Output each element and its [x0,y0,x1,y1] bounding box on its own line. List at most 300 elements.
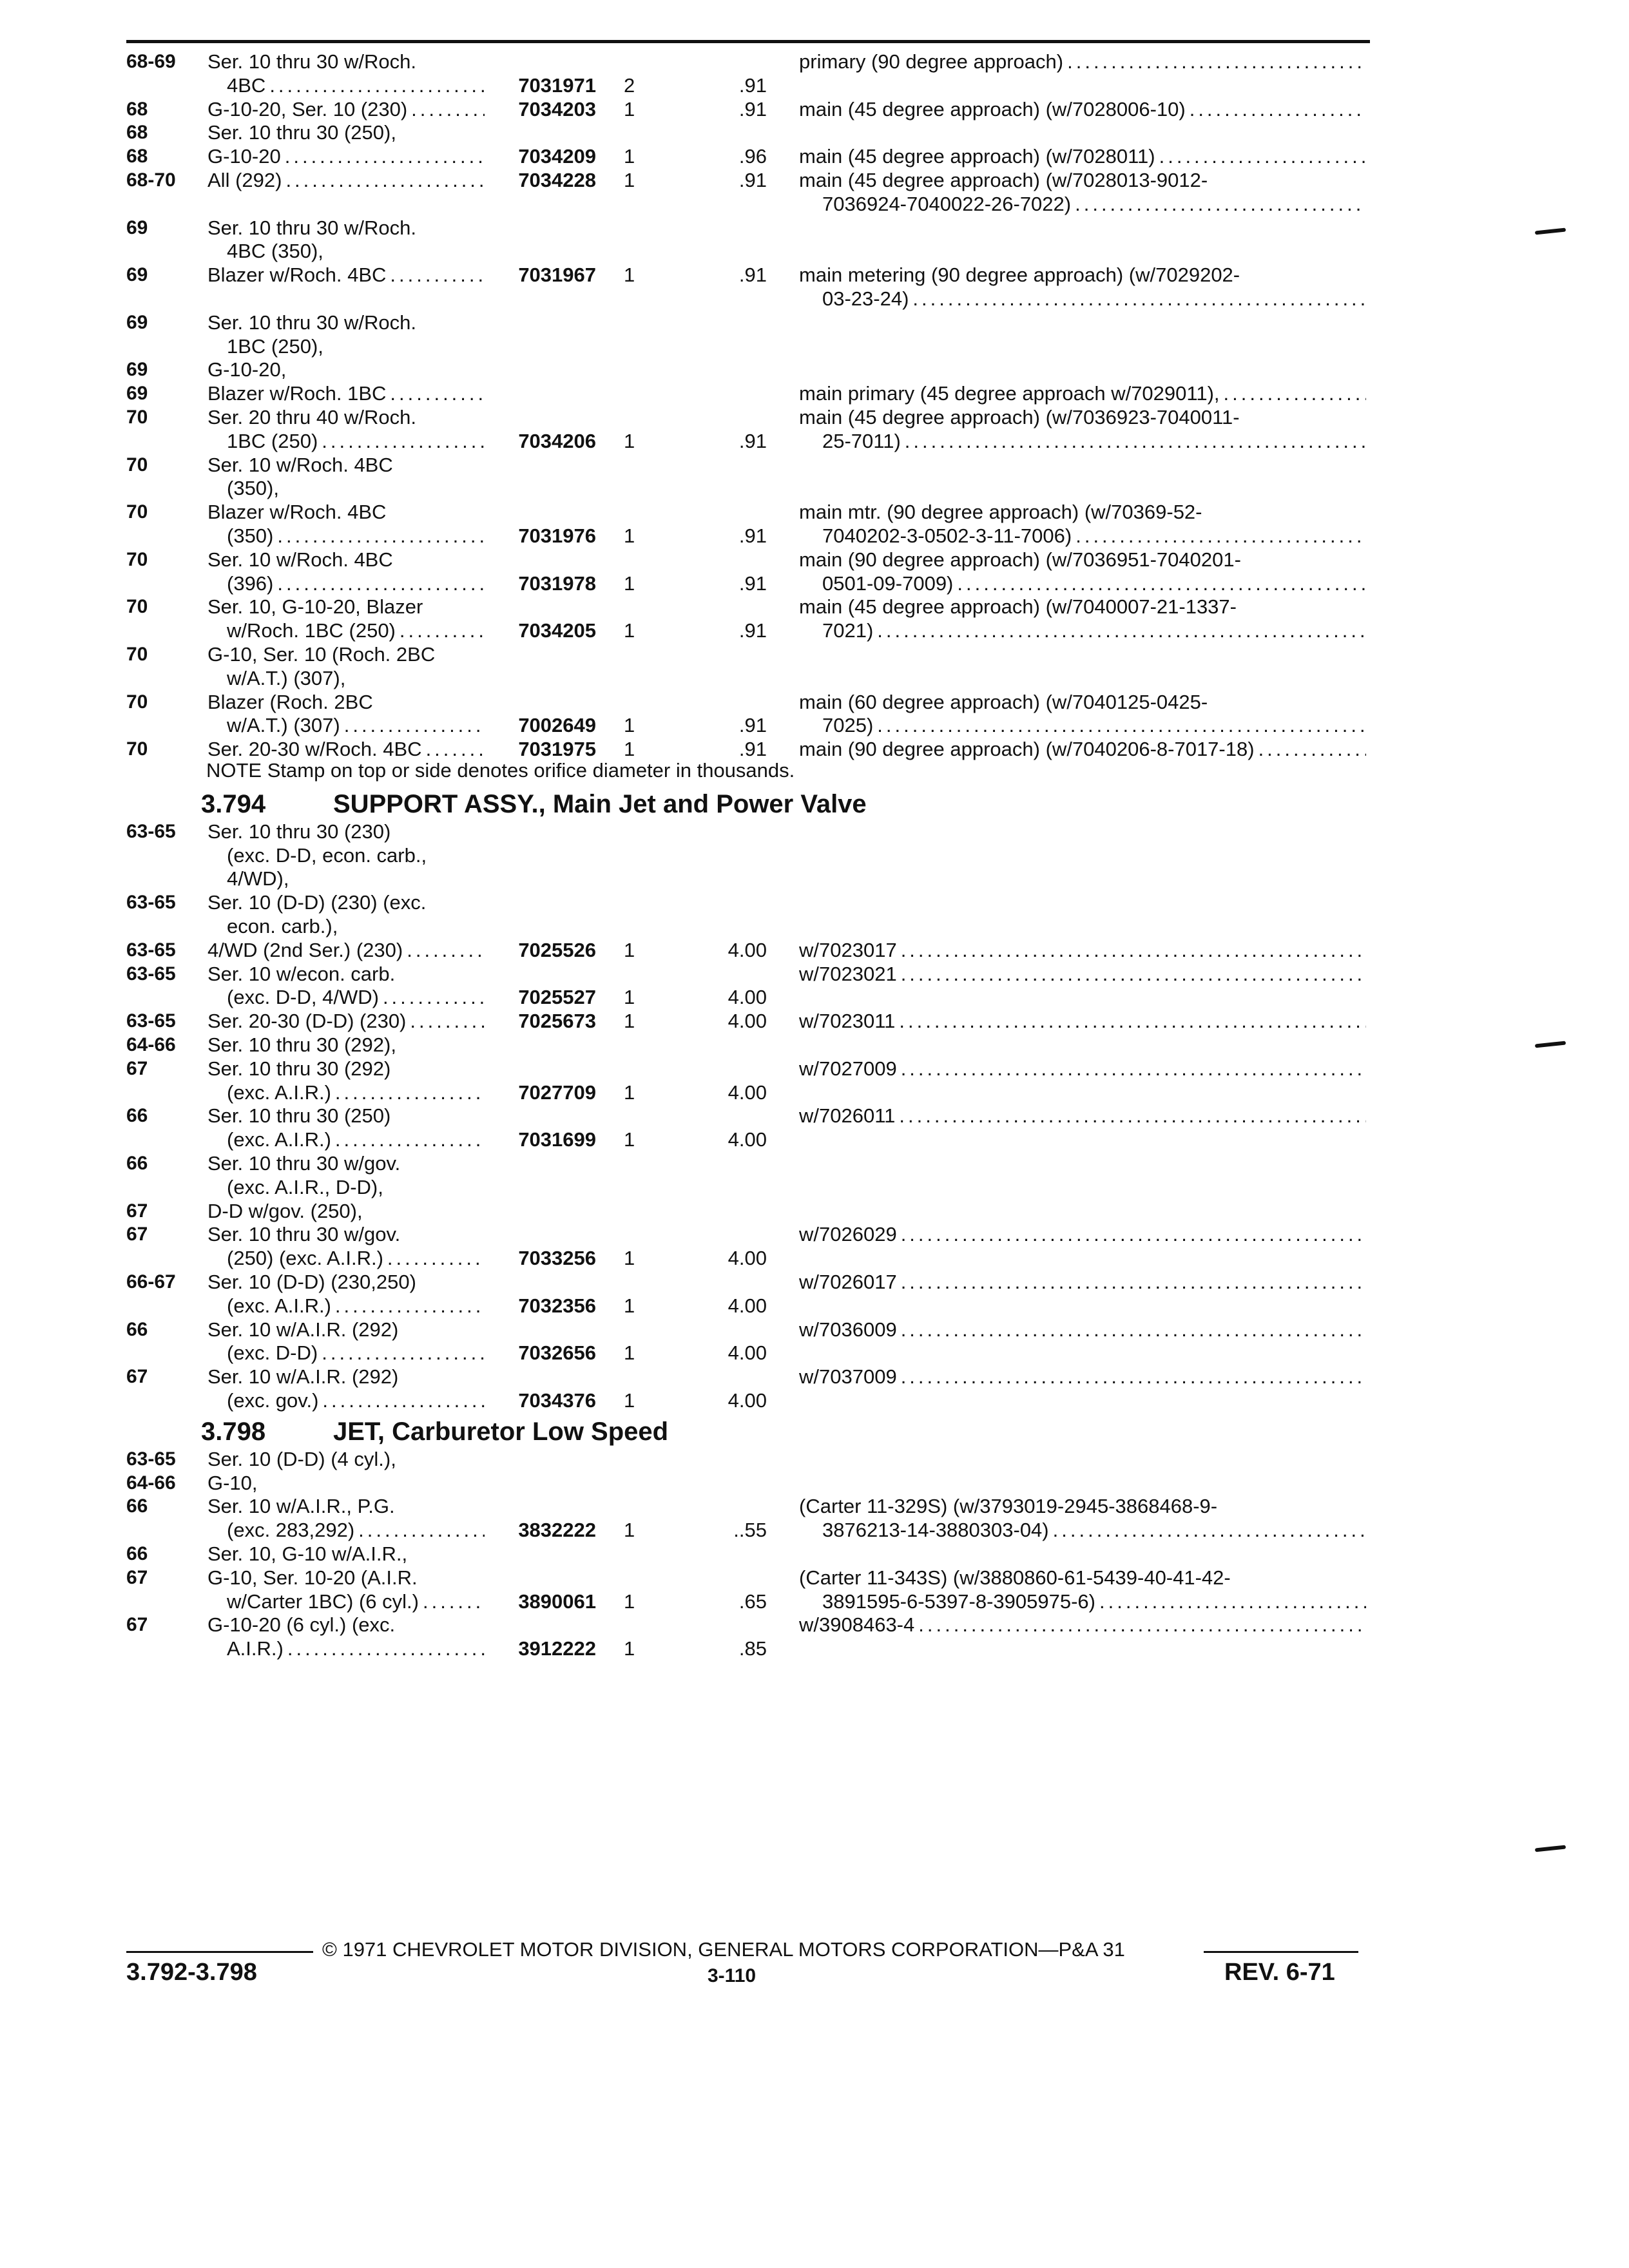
remarks-text: w/3908463-4 [799,1613,915,1637]
catalog-line [0,264,1629,287]
model-years: 67 [126,1366,148,1388]
catalog-line [0,891,1629,914]
model-years: 69 [126,311,148,333]
model-years: 70 [126,691,148,713]
remarks-text: main (45 degree approach) (w/7028006-10) [799,97,1186,120]
application-description: Blazer w/Roch. 4BC [207,501,387,524]
remarks-text: w/7026029 [799,1223,897,1246]
application-description: Ser. 10 thru 30 (230) [207,820,391,843]
application-description [227,1128,485,1151]
catalog-line [0,867,1629,890]
catalog-line [0,169,1629,192]
leader-dots [281,145,485,168]
part-number: 7034206 [518,429,596,452]
model-years: 70 [126,407,148,428]
catalog-line [0,1472,1629,1495]
quantity: 1 [624,938,635,961]
application-description [227,1081,485,1104]
remarks: main mtr. (90 degree approach) (w/70369-52- [799,501,1202,524]
application-description [227,1637,485,1660]
catalog-line [0,121,1629,144]
section-heading [201,1417,668,1446]
application-description [207,145,485,168]
part-number: 7034209 [518,145,596,168]
leader-dots [331,1128,485,1151]
leader-dots [1255,738,1366,761]
leader-dots [383,1247,485,1270]
leader-dots [1186,98,1366,121]
application-description [207,169,485,192]
leader-dots [386,382,485,405]
quantity: 1 [624,1010,635,1033]
remarks [799,98,1366,121]
part-number: 7034228 [518,169,596,191]
remarks [799,1318,1366,1341]
part-number: 7034205 [518,619,596,642]
price: 4.00 [728,986,767,1009]
price: .96 [738,145,767,168]
remarks-text: 0501-09-7009) [822,572,954,595]
model-years: 66 [126,1153,148,1174]
price: .91 [738,619,767,642]
price: .91 [738,524,767,547]
leader-dots [403,939,485,962]
remarks [799,1365,1366,1389]
remarks: main metering (90 degree approach) (w/7029202- [799,264,1240,287]
application-description: Ser. 10, G-10-20, Blazer [207,595,423,619]
catalog-line [0,477,1629,500]
catalog-line [0,430,1629,453]
remarks [822,619,1366,642]
catalog-line [0,939,1629,962]
leader-dots [909,287,1366,311]
catalog-line [0,1033,1629,1057]
catalog-line [0,1389,1629,1412]
model-years: 67 [126,1224,148,1245]
part-number: 7027709 [518,1081,596,1104]
quantity: 1 [624,1128,635,1151]
catalog-line [0,820,1629,843]
model-years: 69 [126,359,148,381]
part-number: 3832222 [518,1519,596,1542]
part-number: 7031975 [518,738,596,761]
application-description: Ser. 10 (D-D) (230) (exc. [207,891,427,914]
leader-dots [897,1271,1366,1294]
remarks [822,430,1366,453]
catalog-line [0,50,1629,73]
application-description: G-10-20, [207,358,287,381]
price: ..55 [733,1519,767,1542]
part-number: 3912222 [518,1637,596,1660]
application-description: Ser. 10 w/econ. carb. [207,962,396,985]
model-years: 63-65 [126,892,176,914]
catalog-line [0,1341,1629,1365]
catalog-line [0,1247,1629,1270]
remarks [799,382,1366,405]
catalog-line [0,915,1629,938]
quantity: 1 [624,1294,635,1317]
leader-dots [873,619,1366,642]
model-years: 68 [126,122,148,144]
leader-dots [318,1389,485,1412]
remarks-text: w/7023017 [799,938,897,961]
model-years: 69 [126,264,148,286]
remarks-text: 7036924-7040022-26-7022) [822,192,1072,215]
application-description: Ser. 10 w/Roch. 4BC [207,548,393,571]
application-description: Ser. 10 thru 30 (250) [207,1104,391,1128]
application-description [227,986,485,1009]
model-years: 63-65 [126,939,176,961]
application-description: Ser. 10 (D-D) (230,250) [207,1271,416,1293]
remarks-text: main (90 degree approach) (w/7040206-8-7017-18) [799,738,1255,761]
remarks: main (60 degree approach) (w/7040125-0425- [799,690,1208,713]
page-number: 3-110 [708,1965,757,1986]
remarks: main (90 degree approach) (w/7036951-7040201- [799,548,1241,571]
remarks [799,963,1366,986]
application-description-text: 1BC (250) [227,429,318,452]
price: 4.00 [728,1341,767,1365]
catalog-line [0,1495,1629,1518]
application-description: Ser. 10 thru 30 w/gov. [207,1152,401,1175]
application-description [207,264,485,287]
remarks-text: 25-7011) [822,429,901,452]
leader-dots [914,1613,1366,1637]
application-description [227,714,485,737]
quantity: 1 [624,1389,635,1412]
application-description-text: G-10-20 [207,145,281,168]
application-description-text: Ser. 20-30 w/Roch. 4BC [207,738,422,761]
leader-dots [318,1341,485,1365]
model-years: 69 [126,216,148,238]
section-range: 3.792-3.798 [126,1959,257,1986]
catalog-line [0,619,1629,642]
leader-dots [897,939,1366,962]
model-years: 68-69 [126,51,176,72]
application-description [207,382,485,405]
quantity: 1 [624,1247,635,1270]
leader-dots [422,738,485,761]
catalog-line [0,738,1629,761]
catalog-line [0,406,1629,429]
remarks [799,738,1366,761]
leader-dots [331,1081,485,1104]
model-years: 68 [126,146,148,168]
quantity: 1 [624,1590,635,1613]
application-description-text: (exc. 283,292) [227,1519,355,1542]
part-number: 7034376 [518,1389,596,1412]
catalog-note-line [0,759,1629,782]
application-description: 1BC (250), [227,334,323,358]
leader-dots [901,430,1366,453]
model-years: 70 [126,596,148,618]
application-description-text: (exc. A.I.R.) [227,1294,331,1317]
model-years: 67 [126,1614,148,1636]
part-number: 7031699 [518,1128,596,1151]
remarks-text: 3876213-14-3880303-04) [822,1519,1049,1542]
application-description: (exc. A.I.R., D-D), [227,1175,383,1198]
price: 4.00 [728,1128,767,1151]
remarks [822,1519,1366,1542]
remarks [822,193,1366,216]
application-description: G-10, Ser. 10 (Roch. 2BC [207,643,436,666]
remarks-text: w/7023011 [799,1010,896,1033]
remarks [799,1613,1366,1637]
catalog-line [0,1519,1629,1542]
model-years: 70 [126,548,148,570]
catalog-line [0,1566,1629,1590]
application-description-text: 4BC [227,73,266,97]
part-number: 7033256 [518,1247,596,1270]
price: .91 [738,73,767,97]
price: .91 [738,738,767,761]
application-description [227,524,485,548]
catalog-line [0,1104,1629,1128]
catalog-line [0,548,1629,572]
model-years: 63-65 [126,963,176,985]
application-description: G-10-20 (6 cyl.) (exc. [207,1613,396,1637]
application-description: 4BC (350), [227,240,323,263]
quantity: 1 [624,738,635,761]
model-years: 70 [126,501,148,523]
application-description [227,619,485,642]
application-description-text: 4/WD (2nd Ser.) (230) [207,938,403,961]
application-description [227,572,485,595]
quantity: 1 [624,1637,635,1660]
model-years: 63-65 [126,1010,176,1032]
remarks-text: 7021) [822,619,874,642]
leader-dots [273,524,485,548]
application-description [227,1294,485,1318]
quantity: 1 [624,1341,635,1365]
quantity: 1 [624,145,635,168]
remarks-text: primary (90 degree approach) [799,50,1064,73]
remarks [822,524,1366,548]
remarks-text: w/7026011 [799,1104,896,1128]
price: .91 [738,572,767,595]
application-description: w/A.T.) (307), [227,666,346,689]
remarks: main (45 degree approach) (w/7040007-21-1337- [799,595,1237,619]
application-description-text: Blazer w/Roch. 4BC [207,264,387,287]
application-description-text: (exc. A.I.R.) [227,1128,331,1151]
application-description-text: (exc. gov.) [227,1389,319,1412]
remarks-text: w/7036009 [799,1318,897,1341]
remarks [799,1104,1366,1128]
quantity: 2 [624,73,635,97]
model-years: 70 [126,738,148,760]
leader-dots [386,264,485,287]
application-description: Ser. 10 thru 30 (292), [207,1033,396,1056]
part-number: 7034203 [518,97,596,120]
application-description-text: (exc. D-D) [227,1341,318,1365]
application-description [227,74,485,97]
application-description-text: (exc. A.I.R.) [227,1081,331,1104]
leader-dots [897,963,1366,986]
section-title: SUPPORT ASSY., Main Jet and Power Valve [333,789,867,818]
remarks [822,572,1366,595]
model-years: 69 [126,383,148,405]
price: .91 [738,169,767,191]
application-description-text: w/Roch. 1BC (250) [227,619,396,642]
price: .91 [738,429,767,452]
application-description [207,98,485,121]
catalog-line [0,1637,1629,1660]
application-description-text: Blazer w/Roch. 1BC [207,382,387,405]
application-description: Ser. 10, G-10 w/A.I.R., [207,1542,408,1565]
catalog-line [0,595,1629,619]
remarks [799,145,1366,168]
leader-dots [897,1318,1366,1341]
application-description: G-10, Ser. 10-20 (A.I.R. [207,1566,418,1589]
catalog-note: NOTE Stamp on top or side denotes orifice diameter in thousands. [206,759,795,782]
application-description-text: (250) (exc. A.I.R.) [227,1247,383,1270]
catalog-line [0,667,1629,690]
application-description: Ser. 10 thru 30 w/Roch. [207,216,416,239]
price: 4.00 [728,938,767,961]
catalog-line [0,98,1629,121]
price: .91 [738,264,767,287]
leader-dots [1071,193,1366,216]
application-description: Ser. 10 thru 30 (250), [207,121,396,144]
catalog-line [0,501,1629,524]
remarks [799,50,1366,73]
leader-dots [1095,1590,1366,1613]
quantity: 1 [624,429,635,452]
leader-dots [1063,50,1366,73]
remarks-text: w/7037009 [799,1365,897,1389]
application-description-text: All (292) [207,169,282,191]
model-years: 63-65 [126,820,176,842]
catalog-line [0,1318,1629,1341]
leader-dots [897,1223,1366,1246]
quantity: 1 [624,619,635,642]
application-description: Blazer (Roch. 2BC [207,690,373,713]
quantity: 1 [624,1519,635,1542]
application-description: G-10, [207,1471,258,1494]
leader-dots [354,1519,485,1542]
leader-dots [318,430,485,453]
part-number: 7031971 [518,73,596,97]
application-description-text: (396) [227,572,274,595]
application-description [207,1010,485,1033]
quantity: 1 [624,1081,635,1104]
remarks: main (45 degree approach) (w/7028013-9012- [799,169,1208,191]
remarks-text: 3891595-6-5397-8-3905975-6) [822,1590,1095,1613]
catalog-line [0,1590,1629,1613]
copyright-line: © 1971 CHEVROLET MOTOR DIVISION, GENERAL MOTORS CORPORATION—P&A 31 [322,1938,1125,1961]
leader-dots [895,1010,1366,1033]
catalog-line [0,382,1629,405]
application-description: Ser. 10 thru 30 w/gov. [207,1223,401,1246]
application-description [227,1341,485,1365]
application-description: Ser. 10 w/A.I.R. (292) [207,1365,399,1389]
remarks-text: main primary (45 degree approach w/7029011), [799,382,1220,405]
application-description-text: (exc. D-D, 4/WD) [227,986,379,1009]
leader-dots [419,1590,485,1613]
price: .65 [738,1590,767,1613]
leader-dots [1220,382,1366,405]
remarks: main (45 degree approach) (w/7036923-7040011- [799,406,1240,428]
model-years: 64-66 [126,1034,176,1055]
part-number: 7031967 [518,264,596,287]
remarks: (Carter 11-343S) (w/3880860-61-5439-40-41-42- [799,1566,1231,1589]
footer-rule-right [1204,1951,1358,1953]
quantity: 1 [624,169,635,191]
footer-rule-left [126,1951,313,1953]
remarks-text: main (45 degree approach) (w/7028011) [799,145,1155,168]
part-number: 7031978 [518,572,596,595]
application-description-text: w/A.T.) (307) [227,714,340,737]
price: 4.00 [728,1389,767,1412]
application-description: Ser. 10 w/A.I.R., P.G. [207,1495,395,1518]
section-title: JET, Carburetor Low Speed [333,1417,669,1446]
catalog-line [0,1294,1629,1318]
model-years: 66 [126,1543,148,1564]
quantity: 1 [624,714,635,737]
part-number: 3890061 [518,1590,596,1613]
application-description: (exc. D-D, econ. carb., [227,843,427,867]
section-number: 3.798 [201,1417,266,1446]
catalog-line [0,572,1629,595]
part-number: 7025527 [518,986,596,1009]
part-number: 7032656 [518,1341,596,1365]
remarks-text: w/7027009 [799,1057,897,1080]
application-description-text: G-10-20, Ser. 10 (230) [207,97,408,120]
section-number: 3.794 [201,789,266,818]
application-description [227,1519,485,1542]
leader-dots [379,986,485,1009]
leader-dots [897,1365,1366,1389]
application-description [227,1389,485,1412]
catalog-line [0,1176,1629,1199]
remarks-text: 7040202-3-0502-3-11-7006) [822,524,1072,547]
application-description-text: Ser. 20-30 (D-D) (230) [207,1010,407,1033]
catalog-line [0,1613,1629,1637]
catalog-line [0,1365,1629,1389]
catalog-line [0,844,1629,867]
quantity: 1 [624,264,635,287]
model-years: 67 [126,1566,148,1588]
price: 4.00 [728,1081,767,1104]
application-description [227,1590,485,1613]
price: 4.00 [728,1010,767,1033]
catalog-line [0,1010,1629,1033]
catalog-line [0,454,1629,477]
application-description [207,939,485,962]
catalog-line [0,287,1629,311]
catalog-line [0,193,1629,216]
leader-dots [407,98,485,121]
leader-dots [897,1057,1366,1081]
section-heading [201,789,867,819]
model-years: 70 [126,454,148,476]
application-description: Ser. 10 thru 30 (292) [207,1057,391,1080]
catalog-line [0,1152,1629,1175]
remarks [822,714,1366,737]
application-description: Ser. 10 thru 30 w/Roch. [207,50,416,73]
catalog-line [0,240,1629,263]
remarks [799,1271,1366,1294]
model-years: 66 [126,1105,148,1127]
remarks: (Carter 11-329S) (w/3793019-2945-3868468-9- [799,1495,1218,1518]
application-description: Ser. 10 w/A.I.R. (292) [207,1318,399,1341]
application-description [207,738,485,761]
remarks [822,287,1366,311]
catalog-line [0,335,1629,358]
price: .91 [738,714,767,737]
application-description: Ser. 10 thru 30 w/Roch. [207,311,416,334]
application-description: 4/WD), [227,867,289,890]
leader-dots [331,1294,485,1318]
